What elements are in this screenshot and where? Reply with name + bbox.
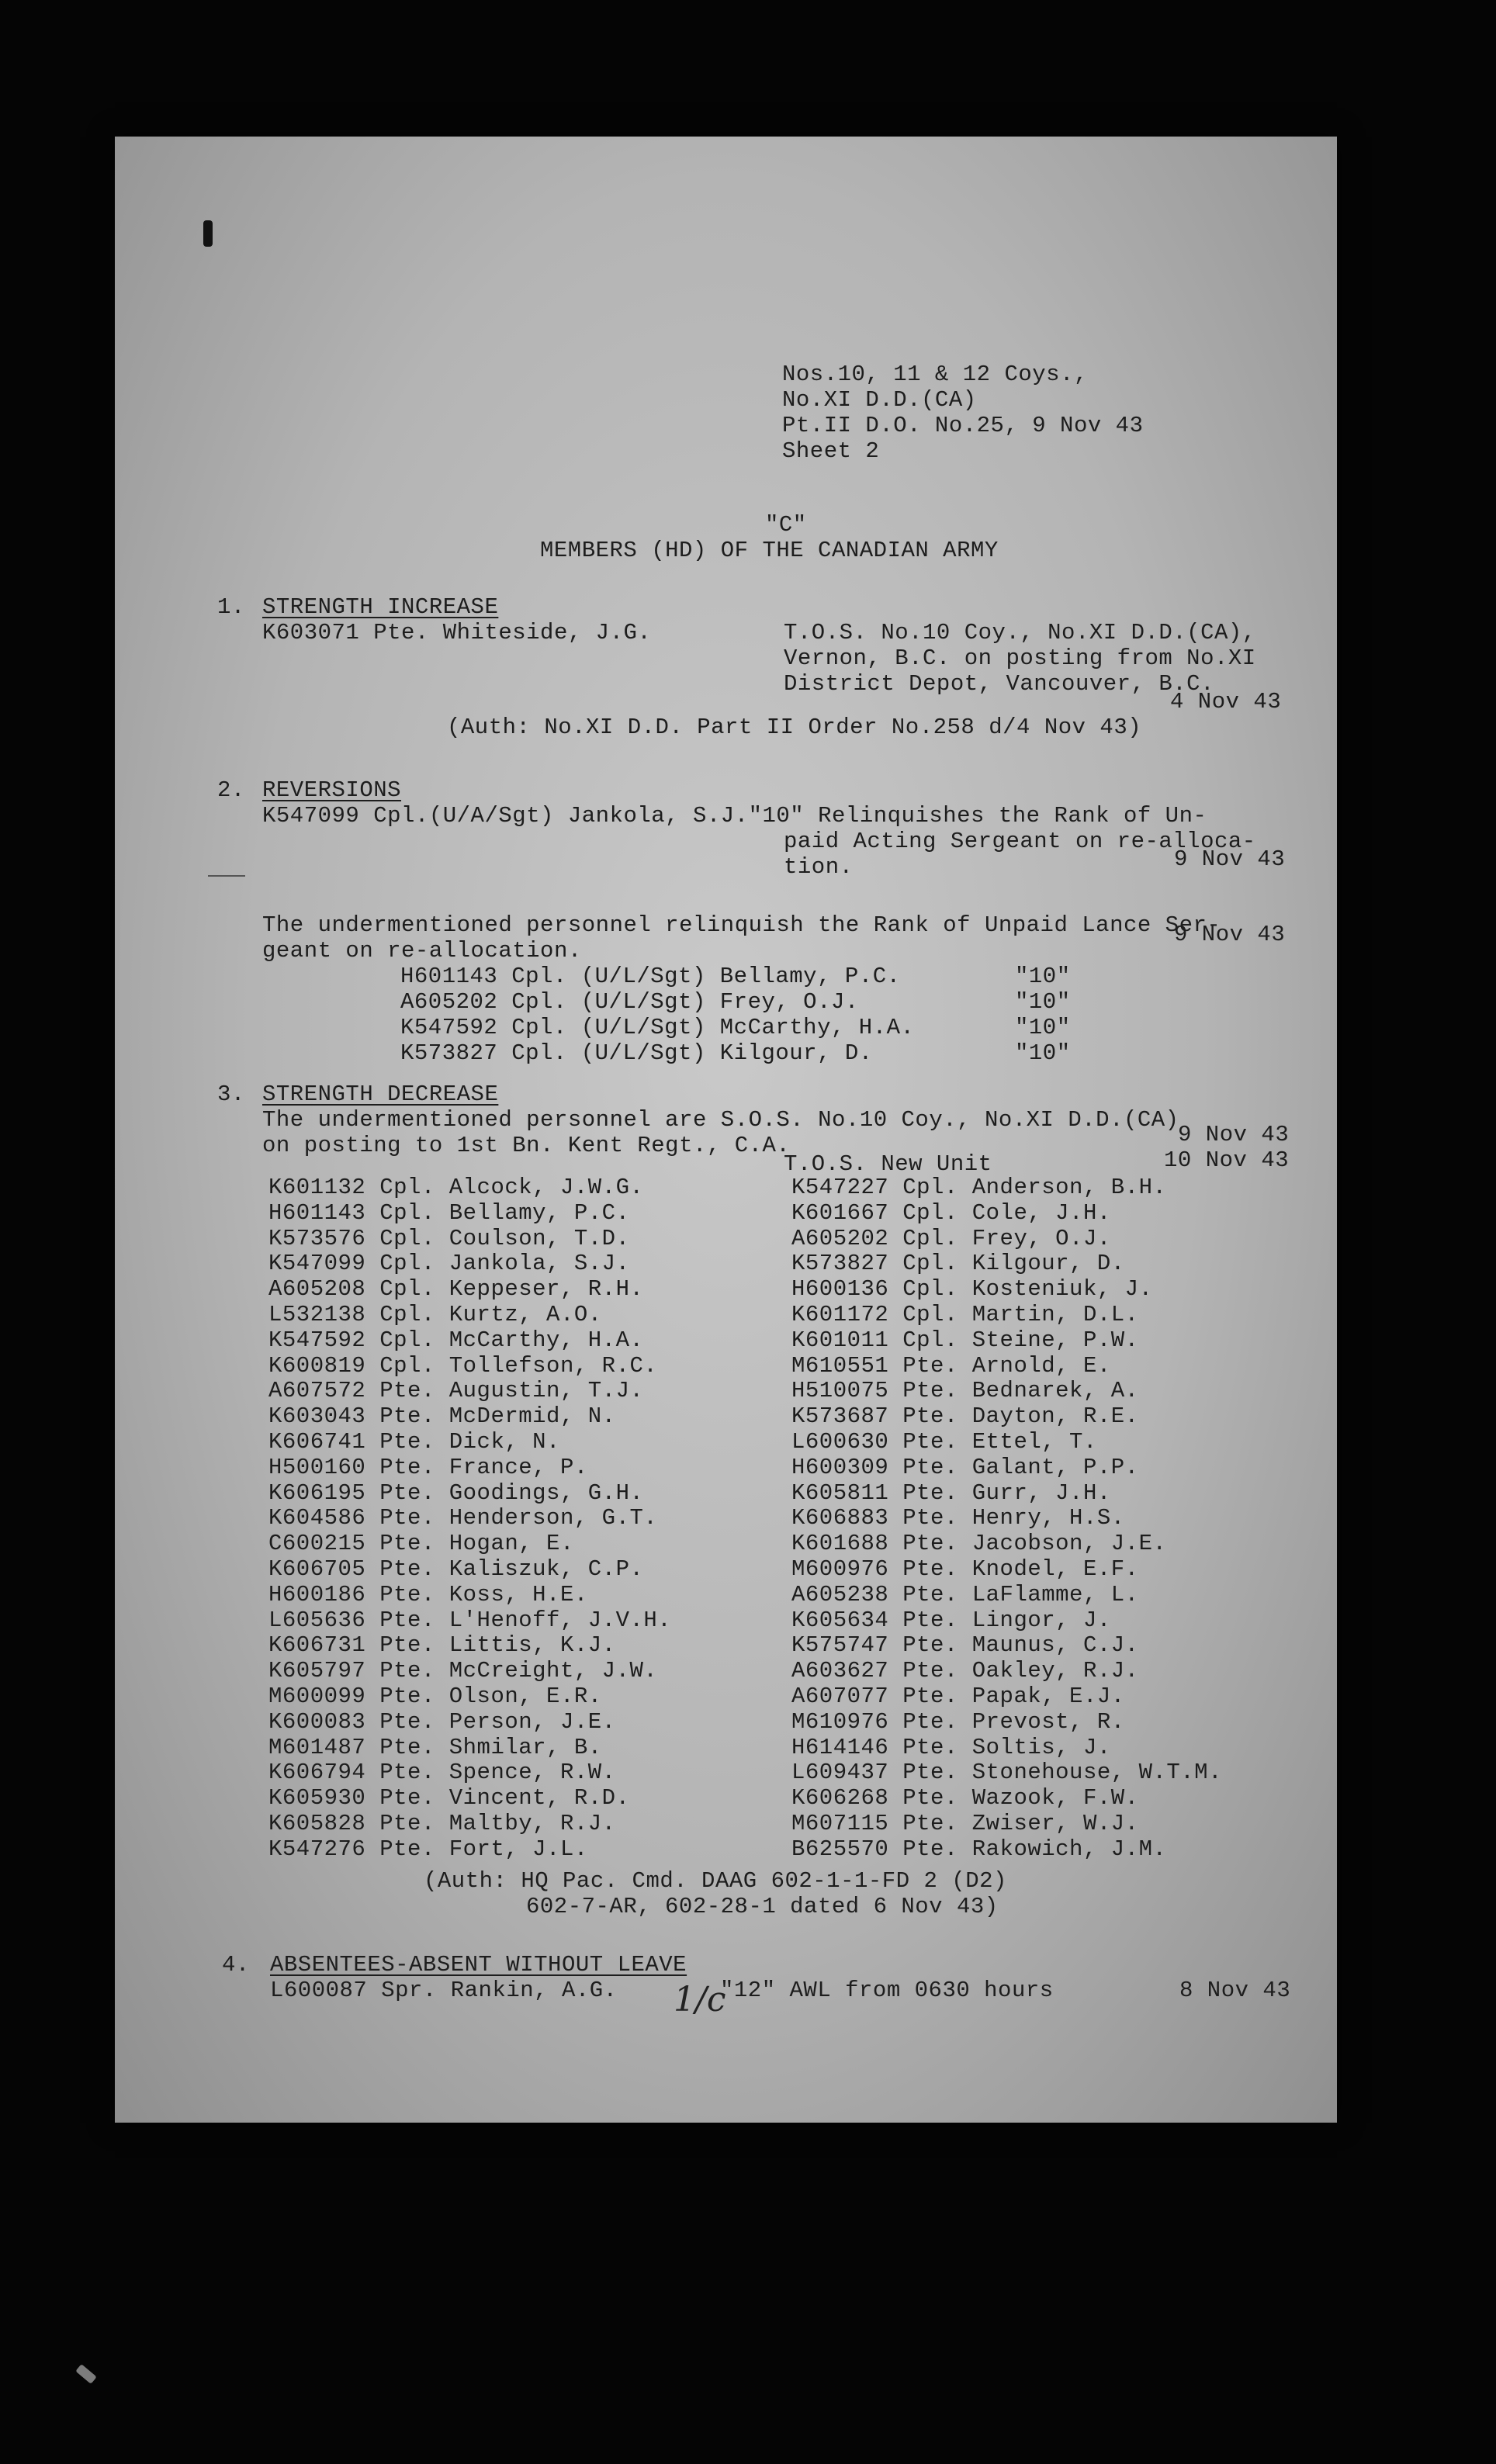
- section-1-title: STRENGTH INCREASE: [262, 594, 499, 620]
- sos-row: M601487 Pte. Shmilar, B.: [268, 1735, 602, 1760]
- section-2-number: 2.: [217, 777, 245, 803]
- section-4-detail: "12" AWL from 0630 hours: [720, 1978, 1054, 2003]
- section-1-entry: K603071 Pte. Whiteside, J.G.: [262, 620, 652, 645]
- section-1-detail-line3: District Depot, Vancouver, B.C.: [784, 671, 1214, 697]
- sos-row: K606794 Pte. Spence, R.W.: [268, 1760, 616, 1785]
- sos-row: H601143 Cpl. Bellamy, P.C.: [268, 1200, 630, 1226]
- section-3-para-line1: The undermentioned personnel are S.O.S. No.10 Coy., No.XI D.D.(CA): [262, 1107, 1179, 1133]
- header-units: Nos.10, 11 & 12 Coys.,: [782, 362, 1088, 387]
- reversion-row: K573827 Cpl. (U/L/Sgt) Kilgour, D.: [400, 1040, 873, 1066]
- sos-row: K573576 Cpl. Coulson, T.D.: [268, 1226, 630, 1251]
- tos-row: B625570 Pte. Rakowich, J.M.: [791, 1836, 1167, 1862]
- tos-row: H600136 Cpl. Kosteniuk, J.: [791, 1276, 1153, 1302]
- section-2-line2: paid Acting Sergeant on re-alloca-: [784, 829, 1256, 854]
- tos-row: H614146 Pte. Soltis, J.: [791, 1735, 1111, 1760]
- sos-row: K606195 Pte. Goodings, G.H.: [268, 1480, 644, 1506]
- section-2-line1: K547099 Cpl.(U/A/Sgt) Jankola, S.J."10" Relinquishes the Rank of Un-: [262, 803, 1207, 829]
- tos-row: M600976 Pte. Knodel, E.F.: [791, 1556, 1139, 1582]
- tos-row: K601172 Cpl. Martin, D.L.: [791, 1302, 1139, 1327]
- tos-row: K547227 Cpl. Anderson, B.H.: [791, 1175, 1167, 1200]
- margin-tick: [208, 875, 245, 877]
- tos-row: M607115 Pte. Zwiser, W.J.: [791, 1811, 1139, 1836]
- sos-row: L532138 Cpl. Kurtz, A.O.: [268, 1302, 602, 1327]
- tos-column-heading: T.O.S. New Unit: [784, 1151, 992, 1177]
- tos-row: A605238 Pte. LaFlamme, L.: [791, 1582, 1139, 1607]
- section-2-date1: 9 Nov 43: [1174, 846, 1286, 872]
- sos-row: K600819 Cpl. Tollefson, R.C.: [268, 1353, 658, 1379]
- sos-row: K604586 Pte. Henderson, G.T.: [268, 1505, 658, 1531]
- tos-row: M610976 Pte. Prevost, R.: [791, 1709, 1125, 1735]
- sos-row: K605828 Pte. Maltby, R.J.: [268, 1811, 616, 1836]
- section-1-detail-line2: Vernon, B.C. on posting from No.XI: [784, 645, 1256, 671]
- section-2-date2: 9 Nov 43: [1174, 922, 1286, 947]
- section-2-line3: tion.: [784, 854, 854, 880]
- handwritten-initials: 1/c: [674, 1980, 726, 2019]
- reversion-row: K547592 Cpl. (U/L/Sgt) McCarthy, H.A.: [400, 1015, 915, 1040]
- page-heading: MEMBERS (HD) OF THE CANADIAN ARMY: [540, 538, 999, 563]
- sos-row: K605930 Pte. Vincent, R.D.: [268, 1785, 630, 1811]
- sos-row: H600186 Pte. Koss, H.E.: [268, 1582, 588, 1607]
- header-depot: No.XI D.D.(CA): [782, 387, 977, 413]
- tos-row: K605634 Pte. Lingor, J.: [791, 1607, 1111, 1633]
- section-4-title: ABSENTEES-ABSENT WITHOUT LEAVE: [270, 1952, 687, 1978]
- section-1-authority: (Auth: No.XI D.D. Part II Order No.258 d/4 Nov 43): [447, 715, 1142, 740]
- sos-row: K603043 Pte. McDermid, N.: [268, 1403, 616, 1429]
- sos-row: L605636 Pte. L'Henoff, J.V.H.: [268, 1607, 672, 1633]
- tos-row: K605811 Pte. Gurr, J.H.: [791, 1480, 1111, 1506]
- reversion-unit: "10": [1015, 1015, 1071, 1040]
- tos-row: L609437 Pte. Stonehouse, W.T.M.: [791, 1760, 1222, 1785]
- tos-row: K575747 Pte. Maunus, C.J.: [791, 1632, 1139, 1658]
- tos-row: A603627 Pte. Oakley, R.J.: [791, 1658, 1139, 1684]
- section-1-detail-line1: T.O.S. No.10 Coy., No.XI D.D.(CA),: [784, 620, 1256, 645]
- section-3-para-line2: on posting to 1st Bn. Kent Regt., C.A.: [262, 1133, 791, 1158]
- tos-row: H510075 Pte. Bednarek, A.: [791, 1378, 1139, 1403]
- reversion-unit: "10": [1015, 964, 1071, 989]
- sos-row: H500160 Pte. France, P.: [268, 1455, 588, 1480]
- section-2-para-line1: The undermentioned personnel relinquish the Rank of Unpaid Lance Ser-: [262, 912, 1221, 938]
- section-3-date-sos: 9 Nov 43: [1178, 1122, 1290, 1147]
- sos-row: K600083 Pte. Person, J.E.: [268, 1709, 616, 1735]
- sos-row: K601132 Cpl. Alcock, J.W.G.: [268, 1175, 644, 1200]
- section-1-date: 4 Nov 43: [1170, 689, 1282, 715]
- tos-row: K601688 Pte. Jacobson, J.E.: [791, 1531, 1167, 1556]
- clip-mark: [75, 2364, 97, 2384]
- sos-row: A607572 Pte. Augustin, T.J.: [268, 1378, 644, 1403]
- tos-row: K606268 Pte. Wazook, F.W.: [791, 1785, 1139, 1811]
- tos-row: A605202 Cpl. Frey, O.J.: [791, 1226, 1111, 1251]
- section-2-title: REVERSIONS: [262, 777, 402, 803]
- sos-row: K606741 Pte. Dick, N.: [268, 1429, 560, 1455]
- tos-row: K606883 Pte. Henry, H.S.: [791, 1505, 1125, 1531]
- sos-row: K605797 Pte. McCreight, J.W.: [268, 1658, 658, 1684]
- section-3-date-tos: 10 Nov 43: [1164, 1147, 1290, 1173]
- header-order: Pt.II D.O. No.25, 9 Nov 43: [782, 413, 1144, 438]
- tos-row: M610551 Pte. Arnold, E.: [791, 1353, 1111, 1379]
- sos-row: K606731 Pte. Littis, K.J.: [268, 1632, 616, 1658]
- tos-row: K573687 Pte. Dayton, R.E.: [791, 1403, 1139, 1429]
- sos-row: M600099 Pte. Olson, E.R.: [268, 1684, 602, 1709]
- section-mark: "C": [765, 512, 807, 538]
- tos-row: H600309 Pte. Galant, P.P.: [791, 1455, 1139, 1480]
- section-4-entry: L600087 Spr. Rankin, A.G.: [270, 1978, 618, 2003]
- reversion-row: A605202 Cpl. (U/L/Sgt) Frey, O.J.: [400, 989, 859, 1015]
- sos-row: K606705 Pte. Kaliszuk, C.P.: [268, 1556, 644, 1582]
- section-3-title: STRENGTH DECREASE: [262, 1081, 499, 1107]
- sos-row: K547276 Pte. Fort, J.L.: [268, 1836, 588, 1862]
- section-1-number: 1.: [217, 594, 245, 620]
- section-3-number: 3.: [217, 1081, 245, 1107]
- sos-row: C600215 Pte. Hogan, E.: [268, 1531, 574, 1556]
- reversion-unit: "10": [1015, 989, 1071, 1015]
- header-sheet: Sheet 2: [782, 438, 880, 464]
- tos-row: L600630 Pte. Ettel, T.: [791, 1429, 1097, 1455]
- document-page: [115, 137, 1337, 2123]
- sos-row: K547099 Cpl. Jankola, S.J.: [268, 1251, 630, 1276]
- tos-row: A607077 Pte. Papak, E.J.: [791, 1684, 1125, 1709]
- ink-mark: [203, 220, 213, 247]
- section-2-para-line2: geant on re-allocation.: [262, 938, 582, 964]
- section-4-date: 8 Nov 43: [1179, 1978, 1291, 2003]
- tos-row: K601667 Cpl. Cole, J.H.: [791, 1200, 1111, 1226]
- tos-row: K601011 Cpl. Steine, P.W.: [791, 1327, 1139, 1353]
- reversion-unit: "10": [1015, 1040, 1071, 1066]
- reversion-row: H601143 Cpl. (U/L/Sgt) Bellamy, P.C.: [400, 964, 901, 989]
- tos-row: K573827 Cpl. Kilgour, D.: [791, 1251, 1125, 1276]
- section-4-number: 4.: [222, 1952, 250, 1978]
- sos-row: A605208 Cpl. Keppeser, R.H.: [268, 1276, 644, 1302]
- sos-row: K547592 Cpl. McCarthy, H.A.: [268, 1327, 644, 1353]
- section-3-authority-line1: (Auth: HQ Pac. Cmd. DAAG 602-1-1-FD 2 (D2): [424, 1868, 1007, 1894]
- section-3-authority-line2: 602-7-AR, 602-28-1 dated 6 Nov 43): [526, 1894, 999, 1919]
